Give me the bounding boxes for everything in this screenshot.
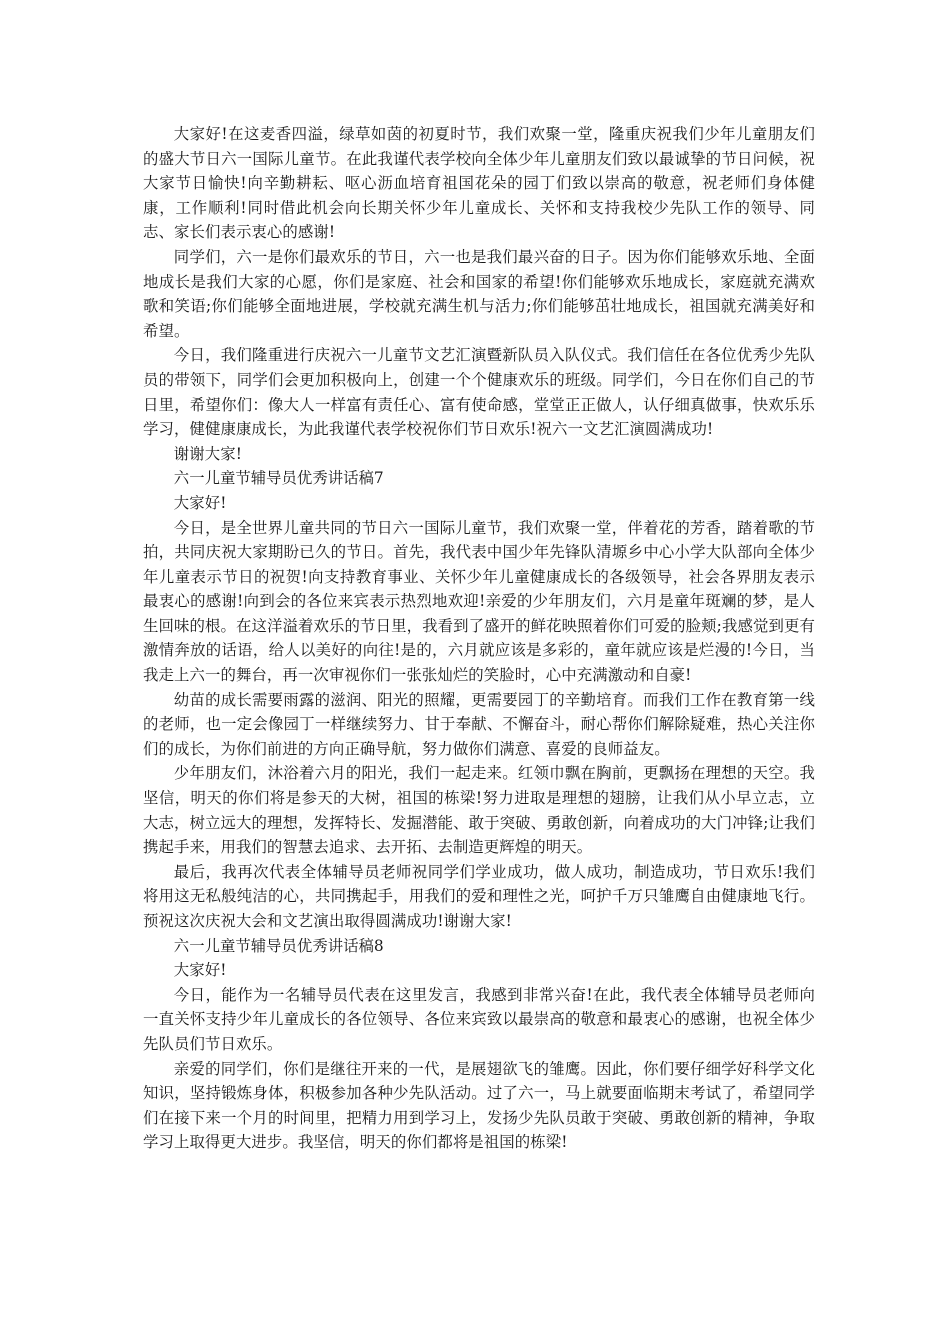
paragraph: 大家好! xyxy=(173,961,227,980)
paragraph: 今日，我们隆重进行庆祝六一儿童节文艺汇演暨新队员入队仪式。我们信任在各位优秀少先队员的带领下，同学们会更加积极向上，创建一个个健康欢乐的班级。同学们，今日在你们自己的节日里，希望你们：像大人一样富有责任心、富有使命感，堂堂正正做人，认仔细真做事，快欢乐乐学习，健健康康成长，为此我谨代表学校祝你们节日欢乐!祝六一文艺汇演圆满成功! xyxy=(143,346,815,439)
paragraph: 幼苗的成长需要雨露的滋润、阳光的照耀，更需要园丁的辛勤培育。而我们工作在教育第一线的老师，也一定会像园丁一样继续努力、甘于奉献、不懈奋斗，耐心帮你们解除疑难，热心关注你们的成长，为你们前进的方向正确导航，努力做你们满意、喜爱的良师益友。 xyxy=(143,690,815,758)
section-heading: 六一儿童节辅导员优秀讲话稿8 xyxy=(173,936,384,955)
paragraph: 大家好! xyxy=(173,493,227,512)
paragraph: 谢谢大家! xyxy=(173,444,243,463)
paragraph: 少年朋友们，沐浴着六月的阳光，我们一起走来。红领巾飘在胸前，更飘扬在理想的天空。我坚信，明天的你们将是参天的大树，祖国的栋梁!努力进取是理想的翅膀，让我们从小早立志，立大志，树立远大的理想，发挥特长、发掘潜能、敢于突破、勇敢创新，向着成功的大门冲锋;让我们携起手来，用我们的智慧去追求、去开拓、去制造更辉煌的明天。 xyxy=(143,764,815,857)
section-heading: 六一儿童节辅导员优秀讲话稿7 xyxy=(173,469,384,488)
paragraph: 最后，我再次代表全体辅导员老师祝同学们学业成功，做人成功，制造成功，节日欢乐!我们将用这无私般纯洁的心，共同携起手，用我们的爱和理性之光，呵护千万只雏鹰自由健康地飞行。预祝这次庆祝大会和文艺演出取得圆满成功!谢谢大家! xyxy=(143,862,815,930)
paragraph: 今日，是全世界儿童共同的节日六一国际儿童节，我们欢聚一堂，伴着花的芳香，踏着歌的节拍，共同庆祝大家期盼已久的节日。首先，我代表中国少年先锋队清塬乡中心小学大队部向全体少年儿童表示节日的祝贺!向支持教育事业、关怀少年儿童健康成长的各级领导，社会各界朋友表示最衷心的感谢!向到会的各位来宾表示热烈地欢迎!亲爱的少年朋友们，六月是童年斑斓的梦，是人生回味的根。在这洋溢着欢乐的节日里，我看到了盛开的鲜花映照着你们可爱的脸颊;我感觉到更有激情奔放的话语，给人以美好的向往!是的，六月就应该是多彩的，童年就应该是烂漫的!今日，当我走上六一的舞台，再一次审视你们一张张灿烂的笑脸时，心中充满激动和自豪! xyxy=(143,518,815,685)
paragraph: 亲爱的同学们，你们是继往开来的一代，是展翅欲飞的雏鹰。因此，你们要仔细学好科学文化知识，坚持锻炼身体，积极参加各种少先队活动。过了六一，马上就要面临期末考试了，希望同学们在接下来一个月的时间里，把精力用到学习上，发扬少先队员敢于突破、勇敢创新的精神，争取学习上取得更大进步。我坚信，明天的你们都将是祖国的栋梁! xyxy=(143,1059,815,1152)
document-page xyxy=(143,122,815,1155)
paragraph: 今日，能作为一名辅导员代表在这里发言，我感到非常兴奋!在此，我代表全体辅导员老师向一直关怀支持少年儿童成长的各位领导、各位来宾致以最崇高的敬意和最衷心的感谢，也祝全体少先队员们节日欢乐。 xyxy=(143,985,815,1053)
paragraph: 大家好!在这麦香四溢，绿草如茵的初夏时节，我们欢聚一堂，隆重庆祝我们少年儿童朋友们的盛大节日六一国际儿童节。在此我谨代表学校向全体少年儿童朋友们致以最诚挚的节日问候，祝大家节日愉快!向辛勤耕耘、呕心沥血培育祖国花朵的园丁们致以崇高的敬意，祝老师们身体健康，工作顺利!同时借此机会向长期关怀少年儿童成长、关怀和支持我校少先队工作的领导、同志、家长们表示衷心的感谢! xyxy=(143,125,815,242)
paragraph: 同学们，六一是你们最欢乐的节日，六一也是我们最兴奋的日子。因为你们能够欢乐地、全面地成长是我们大家的心愿，你们是家庭、社会和国家的希望!你们能够欢乐地成长，家庭就充满欢歌和笑语;你们能够全面地进展，学校就充满生机与活力;你们能够茁壮地成长，祖国就充满美好和希望。 xyxy=(143,247,815,340)
